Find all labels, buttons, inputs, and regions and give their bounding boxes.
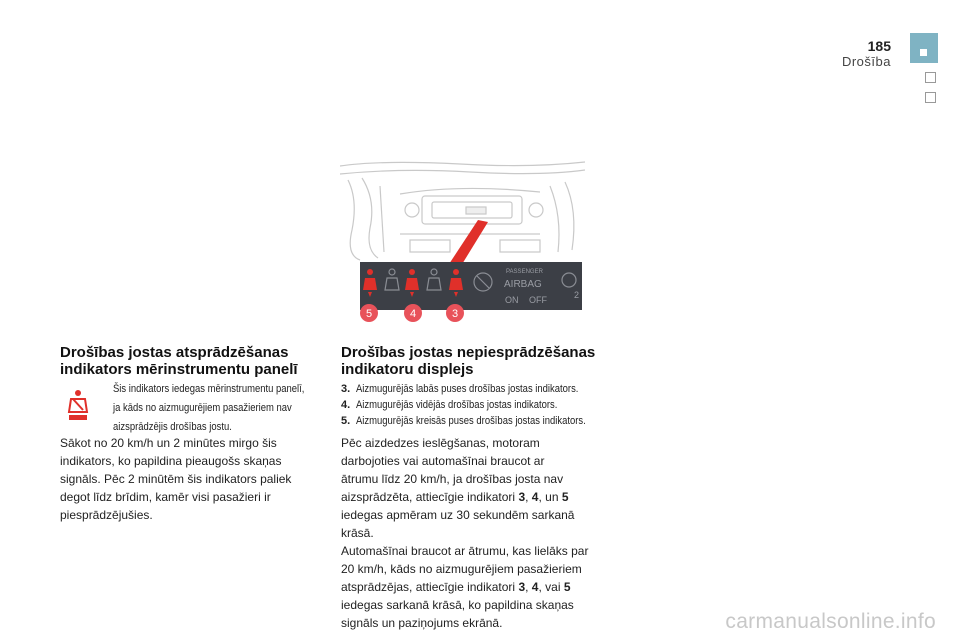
p2-line2: 20 km/h, kāds no aizmugurējiem pasažieriem — [341, 562, 582, 576]
left-heading — [60, 344, 330, 378]
list-item-number: 4. — [341, 399, 351, 411]
section-tab-empty-1 — [925, 72, 936, 83]
left-body-line2: indikators, ko papildina pieaugošs skaņas — [60, 454, 282, 468]
right-heading-line1: Drošības jostas nepiesprādzēšanas — [341, 344, 596, 361]
p1-line4 — [341, 488, 606, 506]
left-body-line5: piesprādzējušies. — [60, 508, 153, 522]
section-tab-empty-2 — [925, 92, 936, 103]
list-item — [341, 413, 641, 429]
list-item-text: Aizmugurējās kreisās puses drošības jostas indikators. — [356, 415, 586, 427]
list-item — [341, 381, 641, 397]
left-body-line3: signāls. Pēc 2 minūtēm šis indikators paliek — [60, 472, 292, 486]
callout-5: 5 — [365, 308, 373, 320]
right-heading — [341, 344, 611, 378]
p1-line2: darbojoties vai automašīnai braucot ar — [341, 454, 545, 468]
callout-3: 3 — [451, 308, 459, 320]
left-body — [60, 434, 330, 524]
p2-line3 — [341, 578, 606, 596]
note-line3: aizsprādzējis drošības jostu. — [113, 421, 232, 433]
p2-sep1: , — [525, 580, 532, 594]
p2-num-3: 3 — [518, 580, 526, 594]
p1-sep2: , un — [538, 490, 562, 504]
panel-airbag-label: AIRBAG — [504, 279, 542, 290]
section-title: Drošība — [841, 54, 891, 69]
callout-4: 4 — [409, 308, 417, 320]
right-body — [341, 434, 606, 632]
p1-line5: iedegas apmēram uz 30 sekundēm sarkanā — [341, 508, 575, 522]
indicator-note — [113, 380, 328, 437]
indicator-list — [341, 381, 641, 429]
p2-line4: iedegas sarkanā krāsā, ko papildina skaņas — [341, 598, 574, 612]
right-heading-line2: indikatoru displejs — [341, 361, 474, 378]
list-item-number: 5. — [341, 415, 351, 427]
note-line1: Šis indikators iedegas mērinstrumentu panelī, — [113, 383, 305, 395]
list-item — [341, 397, 641, 413]
list-item-number: 3. — [341, 383, 351, 395]
p1-sep1: , — [525, 490, 532, 504]
p1-num-5: 5 — [561, 490, 569, 504]
p1-line1: Pēc aizdedzes ieslēgšanas, motoram — [341, 436, 540, 450]
tab-marker — [920, 49, 927, 56]
seatbelt-warning-icon — [60, 388, 96, 420]
p2-line1: Automašīnai braucot ar ātrumu, kas lielāks par — [341, 544, 589, 558]
left-body-line4: degot līdz brīdim, kamēr visi pasažieri ir — [60, 490, 271, 504]
left-heading-line2: indikators mērinstrumentu panelī — [60, 361, 298, 378]
panel-two-label: 2 — [574, 290, 580, 300]
p1-line4-text: aizsprādzēta, attiecīgie indikatori — [341, 490, 519, 504]
p2-num-4: 4 — [531, 580, 539, 594]
list-item-text: Aizmugurējās labās puses drošības jostas indikators. — [356, 383, 579, 395]
list-item-text: Aizmugurējās vidējās drošības jostas indikators. — [356, 399, 558, 411]
dashboard-illustration — [340, 160, 585, 325]
panel-passenger-label: PASSENGER — [506, 269, 543, 275]
p2-line5: signāls un paziņojums ekrānā. — [341, 616, 503, 630]
p1-line6: krāsā. — [341, 526, 374, 540]
p1-line3: ātrumu līdz 20 km/h, ja drošības josta nav — [341, 472, 564, 486]
panel-on-label: ON — [505, 295, 519, 305]
left-heading-line1: Drošības jostas atsprādzēšanas — [60, 344, 289, 361]
p1-num-4: 4 — [531, 490, 539, 504]
left-body-line1: Sākot no 20 km/h un 2 minūtes mirgo šis — [60, 436, 277, 450]
section-tab — [910, 33, 938, 63]
page-number: 185 — [867, 38, 891, 54]
panel-off-label: OFF — [529, 295, 547, 305]
p1-num-3: 3 — [518, 490, 526, 504]
note-line2: ja kāds no aizmugurējiem pasažieriem nav — [113, 402, 292, 414]
p2-num-5: 5 — [563, 580, 571, 594]
p2-sep2: , vai — [538, 580, 564, 594]
p2-line3-text: atsprādzējas, attiecīgie indikatori — [341, 580, 519, 594]
watermark: carmanualsonline.info — [725, 610, 936, 633]
